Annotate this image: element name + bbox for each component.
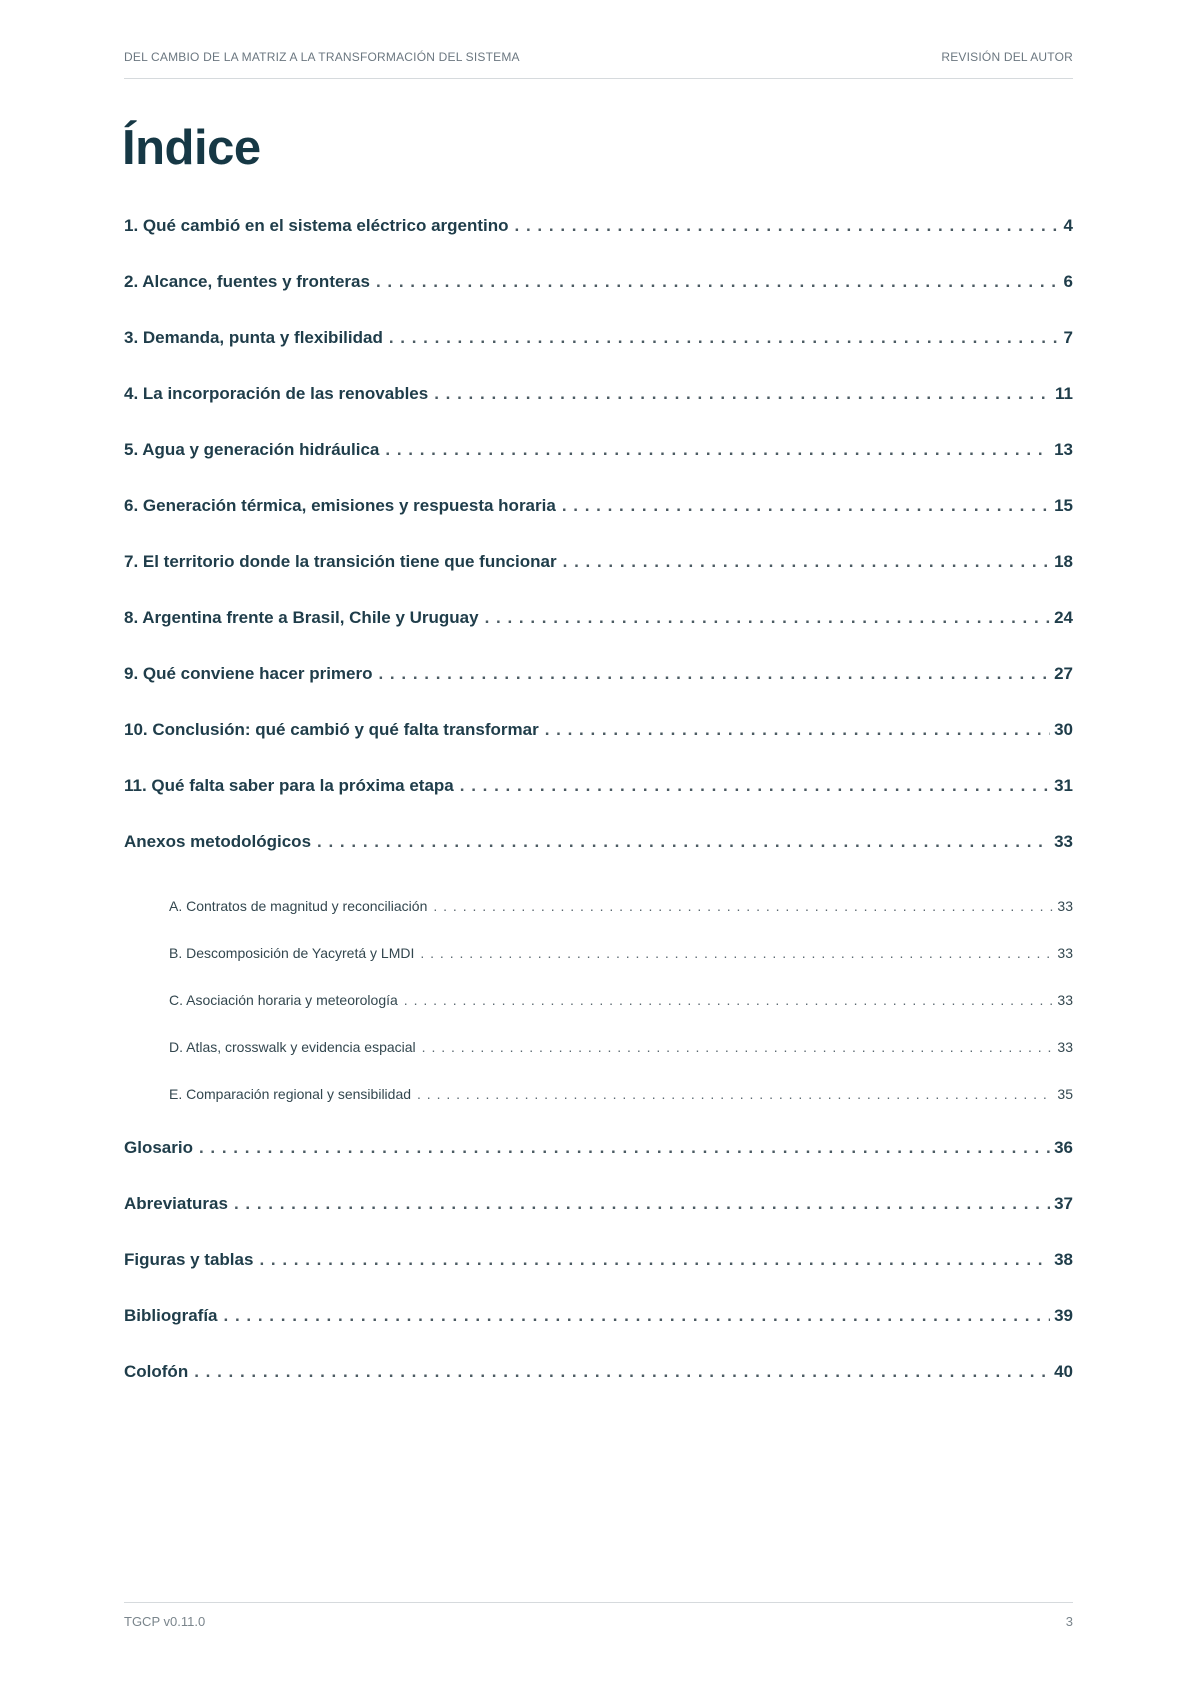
toc-entry-5[interactable] xyxy=(124,440,1073,462)
footer-version-label: TGCP v0.11.0 xyxy=(124,1614,206,1629)
toc-dot-leader xyxy=(378,664,1050,684)
toc-entry-anexos[interactable] xyxy=(124,832,1073,854)
toc-dot-leader xyxy=(224,1306,1051,1326)
toc-entry-page: 33 xyxy=(1057,1039,1073,1055)
toc-dot-leader xyxy=(563,552,1050,572)
toc-entry-8[interactable] xyxy=(124,608,1073,630)
toc-entry-page: 13 xyxy=(1054,440,1073,459)
toc-dot-leader xyxy=(434,384,1051,404)
toc-entry-page: 38 xyxy=(1054,1250,1073,1269)
toc-entry-1[interactable] xyxy=(124,216,1073,238)
toc-entry-label: 10. Conclusión: qué cambió y qué falta transformar xyxy=(124,720,539,739)
toc-entry-label: 3. Demanda, punta y flexibilidad xyxy=(124,328,383,347)
table-of-contents xyxy=(124,0,1073,1684)
toc-entry-page: 31 xyxy=(1054,776,1073,795)
toc-entry-label: 4. La incorporación de las renovables xyxy=(124,384,429,403)
toc-entry-11[interactable] xyxy=(124,776,1073,798)
toc-entry-label: 9. Qué conviene hacer primero xyxy=(124,664,373,683)
toc-entry-page: 24 xyxy=(1054,608,1073,627)
toc-entry-label: 6. Generación térmica, emisiones y respuesta horaria xyxy=(124,496,556,515)
toc-entry-page: 36 xyxy=(1054,1138,1073,1157)
toc-entry-page: 33 xyxy=(1057,898,1073,914)
toc-dot-leader xyxy=(234,1194,1050,1214)
header-revision-label: REVISIÓN DEL AUTOR xyxy=(941,50,1073,64)
toc-dot-leader xyxy=(562,496,1050,516)
toc-dot-leader xyxy=(259,1250,1050,1270)
toc-entry-abreviaturas[interactable] xyxy=(124,1194,1073,1216)
toc-dot-leader xyxy=(420,945,1053,961)
toc-entry-6[interactable] xyxy=(124,496,1073,518)
toc-entry-label: A. Contratos de magnitud y reconciliación xyxy=(169,898,428,914)
toc-dot-leader xyxy=(515,216,1060,236)
toc-entry-4[interactable] xyxy=(124,384,1073,406)
toc-dot-leader xyxy=(545,720,1050,740)
toc-dot-leader xyxy=(433,898,1053,914)
toc-entry-page: 27 xyxy=(1054,664,1073,683)
toc-entry-page: 4 xyxy=(1063,216,1073,235)
toc-subentry-c[interactable] xyxy=(124,992,1073,1011)
toc-entry-label: Figuras y tablas xyxy=(124,1250,254,1269)
toc-entry-label: 5. Agua y generación hidráulica xyxy=(124,440,380,459)
footer-page-number: 3 xyxy=(1065,1614,1073,1629)
toc-subentry-d[interactable] xyxy=(124,1039,1073,1058)
toc-dot-leader xyxy=(485,608,1051,628)
toc-subentry-a[interactable] xyxy=(124,898,1073,917)
toc-entry-label: B. Descomposición de Yacyretá y LMDI xyxy=(169,945,415,961)
toc-dot-leader xyxy=(199,1138,1050,1158)
toc-entry-label: Colofón xyxy=(124,1362,189,1381)
toc-entry-page: 33 xyxy=(1057,945,1073,961)
toc-dot-leader xyxy=(385,440,1050,460)
toc-dot-leader xyxy=(460,776,1050,796)
header-document-title: DEL CAMBIO DE LA MATRIZ A LA TRANSFORMACIÓN DEL SISTEMA xyxy=(124,50,520,64)
toc-entry-page: 6 xyxy=(1063,272,1073,291)
running-footer xyxy=(124,1602,1073,1633)
toc-entry-bibliografia[interactable] xyxy=(124,1306,1073,1328)
toc-dot-leader xyxy=(417,1086,1053,1102)
toc-entry-label: 7. El territorio donde la transición tiene que funcionar xyxy=(124,552,557,571)
toc-entry-colofon[interactable] xyxy=(124,1362,1073,1384)
toc-entry-label: 8. Argentina frente a Brasil, Chile y Uruguay xyxy=(124,608,479,627)
toc-entry-label: Anexos metodológicos xyxy=(124,832,312,851)
toc-dot-leader xyxy=(194,1362,1050,1382)
toc-entry-page: 33 xyxy=(1054,832,1073,851)
toc-subentry-b[interactable] xyxy=(124,945,1073,964)
toc-entry-2[interactable] xyxy=(124,272,1073,294)
toc-dot-leader xyxy=(404,992,1054,1008)
toc-entry-label: 11. Qué falta saber para la próxima etapa xyxy=(124,776,454,795)
toc-entry-page: 40 xyxy=(1054,1362,1073,1381)
toc-entry-9[interactable] xyxy=(124,664,1073,686)
toc-entry-page: 35 xyxy=(1057,1086,1073,1102)
toc-dot-leader xyxy=(422,1039,1054,1055)
toc-entry-page: 15 xyxy=(1054,496,1073,515)
toc-entry-10[interactable] xyxy=(124,720,1073,742)
toc-entry-page: 7 xyxy=(1063,328,1073,347)
toc-entry-label: Bibliografía xyxy=(124,1306,218,1325)
toc-entry-page: 39 xyxy=(1054,1306,1073,1325)
toc-entry-figuras[interactable] xyxy=(124,1250,1073,1272)
toc-entry-page: 33 xyxy=(1057,992,1073,1008)
toc-dot-leader xyxy=(389,328,1060,348)
toc-entry-label: C. Asociación horaria y meteorología xyxy=(169,992,398,1008)
toc-entry-label: 1. Qué cambió en el sistema eléctrico argentino xyxy=(124,216,509,235)
toc-entry-page: 18 xyxy=(1054,552,1073,571)
toc-entry-page: 30 xyxy=(1054,720,1073,739)
toc-entry-7[interactable] xyxy=(124,552,1073,574)
toc-entry-3[interactable] xyxy=(124,328,1073,350)
toc-subentry-e[interactable] xyxy=(124,1086,1073,1105)
toc-entry-label: Glosario xyxy=(124,1138,193,1157)
toc-entry-label: D. Atlas, crosswalk y evidencia espacial xyxy=(169,1039,416,1055)
toc-entry-page: 37 xyxy=(1054,1194,1073,1213)
toc-entry-label: 2. Alcance, fuentes y fronteras xyxy=(124,272,370,291)
toc-entry-glosario[interactable] xyxy=(124,1138,1073,1160)
toc-entry-page: 11 xyxy=(1055,384,1073,403)
toc-entry-label: E. Comparación regional y sensibilidad xyxy=(169,1086,412,1102)
toc-dot-leader xyxy=(376,272,1060,292)
page-title: Índice xyxy=(122,121,261,175)
toc-dot-leader xyxy=(317,832,1050,852)
toc-entry-label: Abreviaturas xyxy=(124,1194,228,1213)
